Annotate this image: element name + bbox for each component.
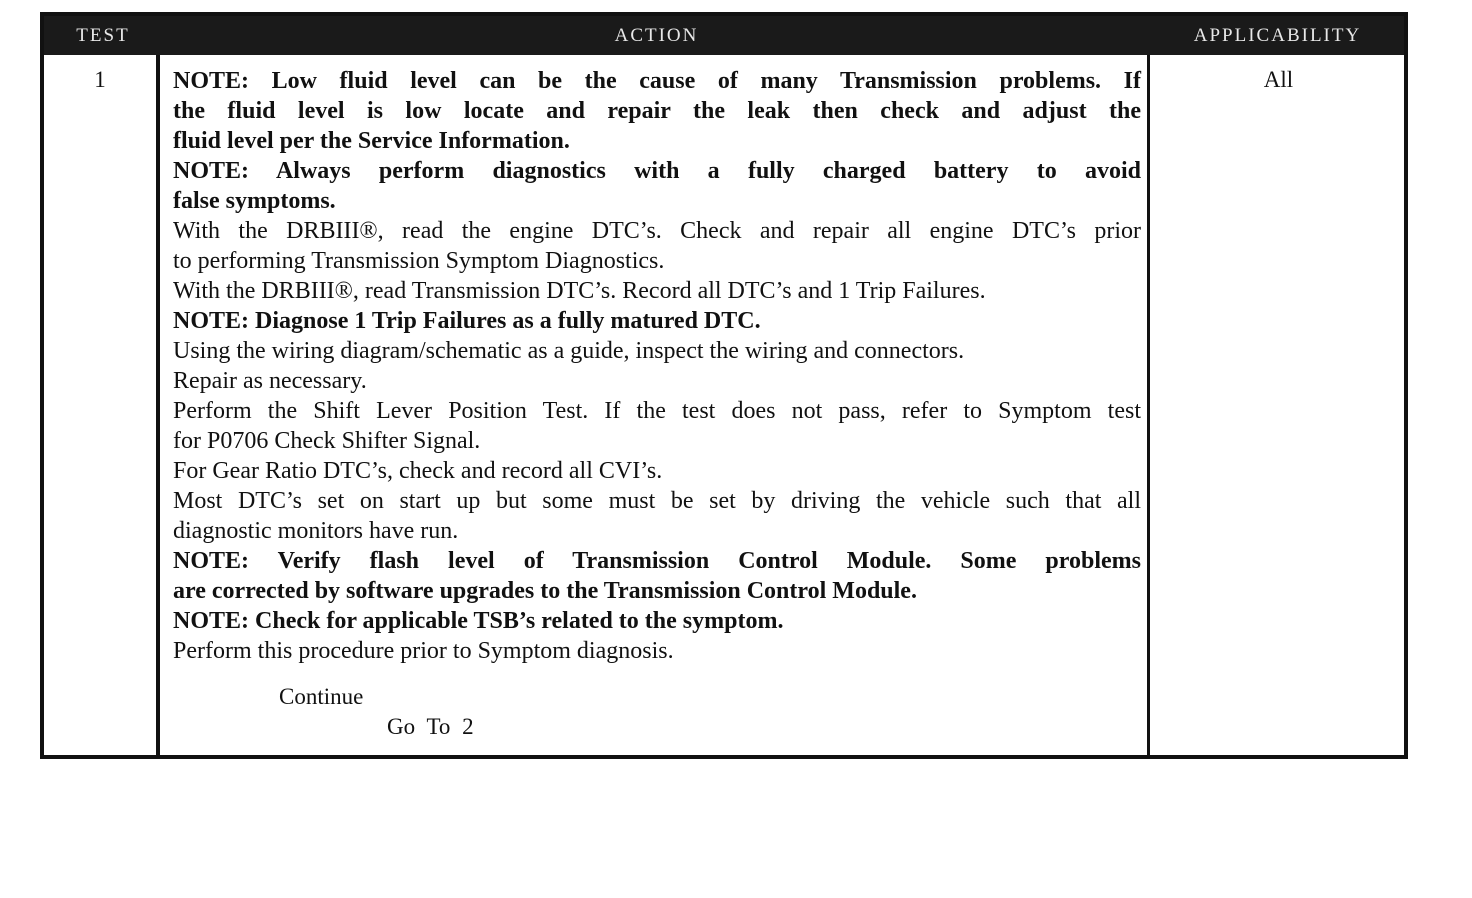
action-line: to performing Transmission Symptom Diagnostics. xyxy=(173,248,665,274)
action-line: NOTE: Low fluid level can be the cause of many Transmission problems. If xyxy=(173,68,1141,94)
table-row xyxy=(44,55,1404,755)
action-line: for P0706 Check Shifter Signal. xyxy=(173,428,481,454)
action-line: Most DTC’s set on start up but some must be set by driving the vehicle such that all xyxy=(173,488,1141,514)
action-line: NOTE: Check for applicable TSB’s related to the symptom. xyxy=(173,608,784,634)
diagnostic-table xyxy=(40,12,1408,759)
action-text xyxy=(173,66,1141,666)
header-applicability: APPLICABILITY xyxy=(1193,24,1362,46)
table-header-row xyxy=(44,16,1404,55)
action-line: the fluid level is low locate and repair the leak then check and adjust the xyxy=(173,98,1141,124)
action-line: NOTE: Always perform diagnostics with a fully charged battery to avoid xyxy=(173,158,1141,184)
action-line: false symptoms. xyxy=(173,188,336,214)
action-line: With the DRBIII®, read the engine DTC’s. Check and repair all engine DTC’s prior xyxy=(173,218,1141,244)
action-line: are corrected by software upgrades to the Transmission Control Module. xyxy=(173,578,917,604)
test-number: 1 xyxy=(44,55,160,755)
header-action: ACTION xyxy=(614,24,699,46)
goto-target[interactable]: 2 xyxy=(462,714,474,739)
applicability-value: All xyxy=(1263,67,1294,92)
continue-label: Continue xyxy=(279,684,364,709)
action-cell xyxy=(164,55,1150,755)
action-line: diagnostic monitors have run. xyxy=(173,518,459,544)
action-line: Perform the Shift Lever Position Test. If the test does not pass, refer to Symptom test xyxy=(173,398,1141,424)
action-line: Repair as necessary. xyxy=(173,368,367,394)
action-line: fluid level per the Service Information. xyxy=(173,128,570,154)
action-line: NOTE: Diagnose 1 Trip Failures as a fully matured DTC. xyxy=(173,308,761,334)
action-line: Using the wiring diagram/schematic as a guide, inspect the wiring and connectors. xyxy=(173,338,965,364)
goto-line[interactable] xyxy=(387,712,1141,742)
header-test: TEST xyxy=(76,24,130,46)
action-line: With the DRBIII®, read Transmission DTC’s. Record all DTC’s and 1 Trip Failures. xyxy=(173,278,986,304)
goto-label: Go To xyxy=(387,714,451,739)
action-line: NOTE: Verify flash level of Transmission Control Module. Some problems xyxy=(173,548,1141,574)
action-line: Perform this procedure prior to Symptom diagnosis. xyxy=(173,638,674,664)
action-line: For Gear Ratio DTC’s, check and record all CVI’s. xyxy=(173,458,663,484)
